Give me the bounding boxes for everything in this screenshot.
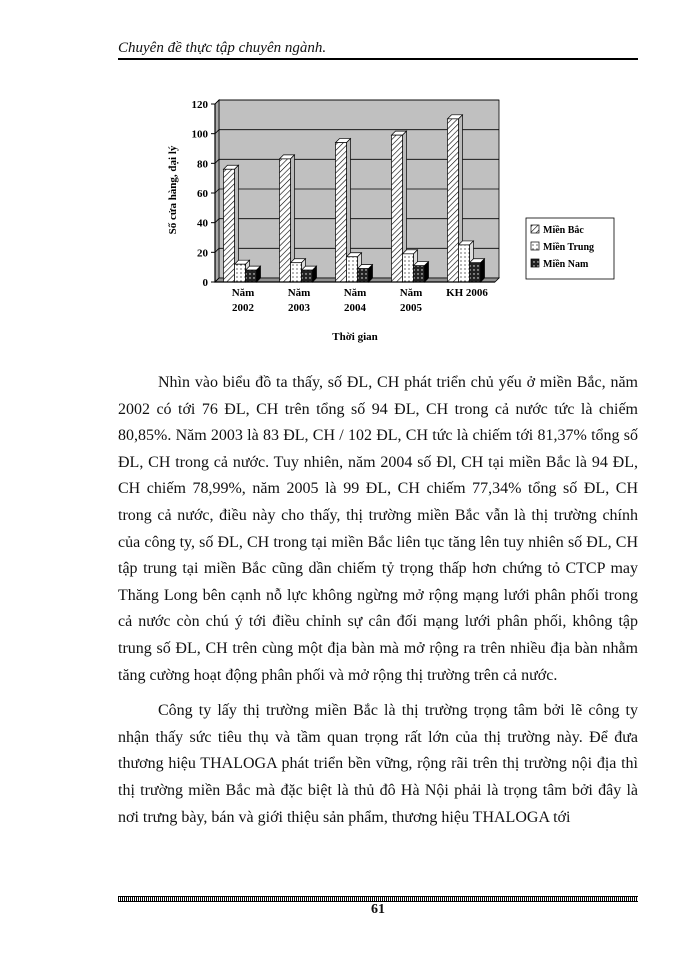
y-tick-label: 100 (191, 128, 208, 141)
bar-front (403, 254, 414, 282)
x-axis-label: Thời gian (332, 331, 378, 343)
paragraph: Công ty lấy thị trường miền Bắc là thị trường trọng tâm bởi lẽ công ty nhận thấy sức tiêu thụ và tầm quan trọng rất lớn của thị trường này. Để đưa thương hiệu THALOGA phát triển bền vững, rộng rãi trên thị trường nội địa thì thị trường miền Bắc mà đặc biệt là thủ đô Hà Nội phải là trọng tâm bởi đây là nơi trưng bày, bán và giới thiệu sản phẩm, thương hiệu THALOGA tới (118, 702, 638, 826)
x-tick-label: 2003 (288, 302, 310, 314)
bar-front (235, 264, 246, 282)
bar-front (470, 263, 481, 282)
y-tick-label: 80 (197, 158, 208, 171)
bar-front (280, 159, 291, 282)
y-tick-label: 40 (197, 217, 208, 230)
bar-side (481, 259, 485, 282)
bar-side (425, 262, 429, 282)
x-tick-label: 2004 (344, 302, 366, 314)
bar (470, 259, 485, 282)
bar-front (291, 263, 302, 282)
bar-front (347, 257, 358, 282)
bar (414, 262, 429, 282)
x-tick-label: KH 2006 (446, 287, 488, 299)
x-tick-label: Năm (399, 287, 423, 299)
bar-front (336, 143, 347, 282)
body-text (118, 370, 638, 840)
x-tick-label: 2005 (400, 302, 422, 314)
bar-front (302, 270, 313, 282)
paragraph: Nhìn vào biểu đồ ta thấy, số ĐL, CH phát triển chủ yếu ở miền Bắc, năm 2002 có tới 76 ĐL, CH trên tổng số 94 ĐL, CH trong cả nước tức là chiếm 80,85%. Năm 2003 là 83 ĐL, CH / 102 ĐL, CH tức là chiếm tới 81,37% tổng số ĐL, CH trong cả nước. Tuy nhiên, năm 2004 số Đl, CH tại miền Bắc là 94 ĐL, CH chiếm 78,99%, năm 2005 là 99 ĐL, CH chiếm 77,34% tổng số ĐL, CH trong cả nước, điều này cho thấy, thị trường miền Bắc vẫn là thị trường chính của công ty, số ĐL, CH trong tại miền Bắc liên tục tăng lên tuy nhiên số ĐL, CH tập trung tại miền Bắc cũng dần chiếm tỷ trọng thấp hơn chứng tỏ CTCP may Thăng Long bên cạnh nỗ lực không ngừng mở rộng mạng lưới phân phối trong cả nước còn chú ý tới điều chỉnh sự cân đối mạng lưới phân phối, không tập trung số ĐL, CH trên cùng một địa bàn mà mở rộng ra trên nhiều địa bàn nhằm tăng cường hoạt động phân phối và mở rộng thị trường trên cả nước. (118, 374, 638, 684)
legend-label: Miền Bắc (543, 225, 584, 236)
legend-swatch (531, 242, 539, 250)
bar-front (224, 169, 235, 282)
header-title: Chuyên đề thực tập chuyên ngành. (118, 40, 327, 56)
bar-front (448, 119, 459, 282)
y-tick-label: 60 (197, 188, 208, 200)
bar-front (246, 270, 257, 282)
page-number: 61 (371, 902, 385, 917)
legend-label: Miền Trung (543, 242, 595, 253)
page-header (118, 38, 638, 60)
y-axis-label: Số cửa hàng, đại lý (167, 145, 179, 235)
x-tick-label: 2002 (232, 302, 254, 314)
x-tick-label: Năm (231, 287, 255, 299)
bar (302, 266, 317, 282)
bar-front (459, 245, 470, 282)
y-tick-label: 120 (191, 99, 208, 111)
y-tick-label: 20 (197, 247, 208, 260)
y-tick-label: 0 (202, 277, 208, 289)
bar-front (392, 135, 403, 282)
bar-chart (160, 88, 620, 358)
chart-legend (526, 218, 614, 279)
bar-front (358, 269, 369, 282)
legend-swatch (531, 225, 539, 233)
x-tick-label: Năm (287, 287, 311, 299)
bar (358, 265, 373, 282)
x-tick-label: Năm (343, 287, 367, 299)
legend-swatch (531, 259, 539, 267)
legend-label: Miền Nam (543, 259, 589, 270)
bar (246, 266, 261, 282)
bar-front (414, 266, 425, 282)
